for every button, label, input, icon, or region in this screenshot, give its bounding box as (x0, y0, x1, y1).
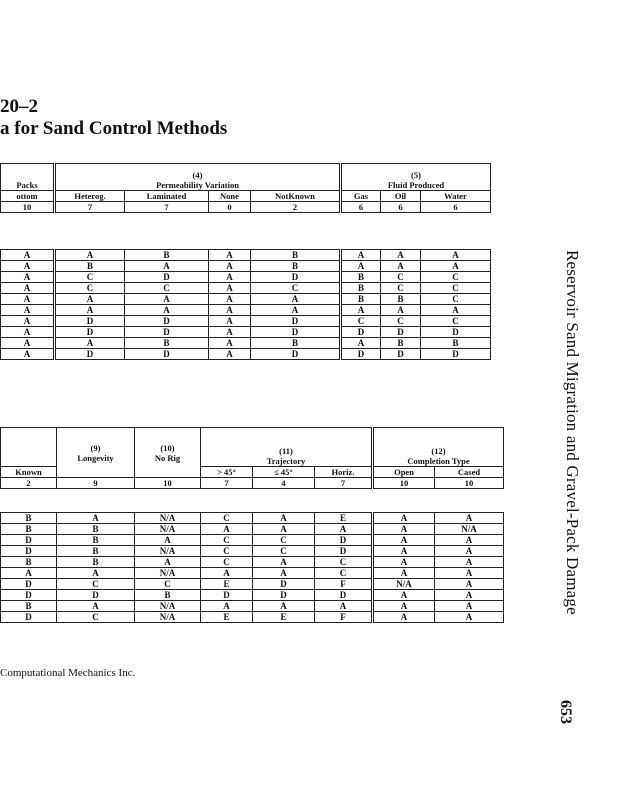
weight-cell: 2 (1, 478, 57, 489)
table-cell: B (125, 338, 209, 349)
table-cell: A (435, 579, 504, 590)
table-cell: E (315, 513, 373, 524)
top-table-body (0, 249, 491, 360)
table-cell: C (55, 283, 125, 294)
table-cell: A (201, 524, 253, 535)
table-cell: A (209, 316, 251, 327)
group-11-number: (11) (279, 446, 293, 456)
table-cell: B (341, 294, 381, 305)
table-cell: A (135, 535, 201, 546)
weight-cell: 6 (381, 202, 421, 213)
bottom-table-header (0, 427, 504, 489)
table-cell: A (315, 601, 373, 612)
table-cell: A (381, 250, 421, 261)
table-cell: D (57, 590, 135, 601)
footnote: Computational Mechanics Inc. (0, 667, 136, 679)
table-cell: A (253, 568, 315, 579)
table-cell: C (201, 535, 253, 546)
group-4-name: Permeability Variation (156, 180, 239, 190)
table-cell: A (135, 557, 201, 568)
table-row (1, 305, 491, 316)
table-cell: A (341, 250, 381, 261)
table-cell: A (209, 250, 251, 261)
group-4-number: (4) (192, 170, 203, 180)
table-cell: B (251, 250, 341, 261)
table-cell: B (381, 338, 421, 349)
table-number: 20–2 (0, 96, 38, 117)
table-row (1, 338, 491, 349)
table-cell: A (435, 568, 504, 579)
group-12-label (373, 428, 504, 467)
table-cell: N/A (135, 612, 201, 623)
table-cell: E (253, 612, 315, 623)
table-cell: A (125, 305, 209, 316)
table-cell: A (57, 601, 135, 612)
group-11-name: Trajectory (266, 456, 306, 466)
table-cell: A (209, 283, 251, 294)
table-cell: C (251, 283, 341, 294)
table-cell: A (57, 513, 135, 524)
table-cell: D (315, 590, 373, 601)
table-row (1, 546, 504, 557)
bottom-table-body (0, 512, 504, 623)
table-row (1, 513, 504, 524)
table-cell: A (209, 349, 251, 360)
col-header: NotKnown (251, 191, 341, 202)
table-cell: C (55, 272, 125, 283)
group-10-label (135, 428, 201, 478)
table-cell: E (201, 579, 253, 590)
table-cell: D (253, 590, 315, 601)
table-cell: D (253, 579, 315, 590)
table-cell: B (125, 250, 209, 261)
table-cell: A (125, 294, 209, 305)
table-cell: A (341, 261, 381, 272)
top-table-header (0, 163, 491, 213)
table-cell: C (421, 283, 491, 294)
table-cell: A (315, 524, 373, 535)
weight-cell: 10 (373, 478, 435, 489)
table-cell: A (373, 524, 435, 535)
table-cell: C (125, 283, 209, 294)
weight-cell: 0 (209, 202, 251, 213)
table-row (1, 601, 504, 612)
table-cell: C (421, 272, 491, 283)
table-cell: A (381, 261, 421, 272)
table-cell: N/A (435, 524, 504, 535)
table-cell: D (1, 612, 57, 623)
table-cell: A (209, 272, 251, 283)
table-row (1, 590, 504, 601)
col-header: Water (421, 191, 491, 202)
table-row (1, 261, 491, 272)
table-cell: A (1, 272, 55, 283)
weight-cell: 10 (435, 478, 504, 489)
table-row (1, 612, 504, 623)
table-cell: C (57, 579, 135, 590)
table-cell: A (421, 250, 491, 261)
weight-cell: 2 (251, 202, 341, 213)
table-cell: D (341, 349, 381, 360)
table-cell: C (421, 294, 491, 305)
table-row (1, 272, 491, 283)
table-cell: D (421, 327, 491, 338)
table-cell: A (253, 513, 315, 524)
weight-cell: 9 (57, 478, 135, 489)
table-cell: A (1, 294, 55, 305)
table-cell: A (435, 535, 504, 546)
table-cell: A (209, 305, 251, 316)
table-cell: D (251, 272, 341, 283)
table-cell: D (1, 579, 57, 590)
table-row (1, 557, 504, 568)
table-row (1, 535, 504, 546)
table-cell: A (435, 513, 504, 524)
table-cell: D (1, 535, 57, 546)
table-cell: B (55, 261, 125, 272)
group-9-number: (9) (90, 442, 101, 453)
weight-cell: 10 (135, 478, 201, 489)
table-cell: C (381, 272, 421, 283)
group-10-number: (10) (160, 442, 175, 453)
table-cell: D (251, 327, 341, 338)
table-cell: A (435, 557, 504, 568)
col-header-cased: Cased (435, 467, 504, 478)
group-5-label (341, 164, 491, 191)
table-cell: D (55, 316, 125, 327)
table-cell: B (341, 283, 381, 294)
table-cell: B (57, 546, 135, 557)
table-cell: A (1, 316, 55, 327)
group-9-label (57, 428, 135, 478)
table-cell: C (57, 612, 135, 623)
table-cell: F (315, 612, 373, 623)
table-cell: A (125, 261, 209, 272)
table-row (1, 250, 491, 261)
table-cell: A (209, 261, 251, 272)
table-cell: N/A (135, 513, 201, 524)
table-cell: C (381, 316, 421, 327)
table-cell: A (55, 338, 125, 349)
table-cell: F (315, 579, 373, 590)
table-row (1, 568, 504, 579)
table-cell: A (373, 612, 435, 623)
table-cell: D (381, 349, 421, 360)
table-cell: C (253, 535, 315, 546)
table-cell: A (201, 601, 253, 612)
group-3-label: Packs (1, 164, 55, 191)
group-12-name: Completion Type (407, 456, 470, 466)
table-cell: C (201, 546, 253, 557)
group-10-name: No Rig (154, 452, 181, 463)
table-cell: B (381, 294, 421, 305)
table-cell: C (421, 316, 491, 327)
table-cell: A (1, 349, 55, 360)
col-header: Oil (381, 191, 421, 202)
table-cell: D (55, 349, 125, 360)
table-cell: A (381, 305, 421, 316)
table-row (1, 349, 491, 360)
table-cell: A (209, 338, 251, 349)
table-cell: C (315, 557, 373, 568)
group-5-name: Fluid Produced (387, 180, 445, 190)
weight-cell: 7 (201, 478, 253, 489)
table-cell: C (315, 568, 373, 579)
table-cell: A (1, 261, 55, 272)
table-cell: B (1, 524, 57, 535)
table-cell: C (253, 546, 315, 557)
table-cell: A (341, 305, 381, 316)
table-cell: B (1, 513, 57, 524)
table-cell: D (251, 349, 341, 360)
col-header-le45: ≤ 45° (253, 467, 315, 478)
table-cell: N/A (135, 546, 201, 557)
table-cell: C (201, 513, 253, 524)
table-cell: A (341, 338, 381, 349)
table-cell: D (125, 349, 209, 360)
table-cell: A (435, 590, 504, 601)
table-cell: A (209, 327, 251, 338)
col-header: ottom (1, 191, 55, 202)
group-9-name: Longevity (77, 452, 114, 463)
table-cell: N/A (135, 601, 201, 612)
col-header-known: Known (1, 467, 57, 478)
table-cell: D (421, 349, 491, 360)
table-cell: A (373, 513, 435, 524)
group-8-blank (1, 428, 57, 467)
table-title: a for Sand Control Methods (0, 118, 228, 139)
table-cell: A (55, 250, 125, 261)
table-cell: B (135, 590, 201, 601)
table-cell: C (341, 316, 381, 327)
weight-cell: 4 (253, 478, 315, 489)
table-cell: D (381, 327, 421, 338)
table-cell: B (251, 338, 341, 349)
table-cell: A (1, 305, 55, 316)
table-cell: D (251, 316, 341, 327)
table-cell: C (135, 579, 201, 590)
table-cell: A (1, 283, 55, 294)
table-cell: D (201, 590, 253, 601)
weight-cell: 7 (55, 202, 125, 213)
table-cell: N/A (135, 568, 201, 579)
weight-cell: 6 (341, 202, 381, 213)
table-cell: C (381, 283, 421, 294)
table-cell: A (201, 568, 253, 579)
table-row (1, 579, 504, 590)
table-cell: B (57, 535, 135, 546)
table-cell: B (57, 557, 135, 568)
table-cell: B (341, 272, 381, 283)
weight-cell: 10 (1, 202, 55, 213)
running-head: Reservoir Sand Migration and Gravel-Pack Damage (563, 250, 582, 615)
table-cell: A (253, 524, 315, 535)
table-cell: D (125, 327, 209, 338)
table-cell: A (1, 338, 55, 349)
table-cell: D (125, 272, 209, 283)
table-cell: A (373, 568, 435, 579)
weight-cell: 6 (421, 202, 491, 213)
table-cell: D (315, 535, 373, 546)
col-header: None (209, 191, 251, 202)
table-cell: D (55, 327, 125, 338)
table-row (1, 327, 491, 338)
table-cell: A (373, 535, 435, 546)
group-4-label (55, 164, 341, 191)
table-cell: A (435, 546, 504, 557)
table-cell: A (55, 294, 125, 305)
table-cell: B (251, 261, 341, 272)
table-cell: D (1, 546, 57, 557)
table-row (1, 316, 491, 327)
col-header-gt45: > 45° (201, 467, 253, 478)
col-header: Laminated (125, 191, 209, 202)
table-row (1, 294, 491, 305)
table-cell: B (57, 524, 135, 535)
col-header: Gas (341, 191, 381, 202)
table-cell: E (201, 612, 253, 623)
table-cell: A (435, 612, 504, 623)
table-cell: A (435, 601, 504, 612)
table-cell: A (373, 601, 435, 612)
table-cell: A (1, 327, 55, 338)
table-cell: D (315, 546, 373, 557)
table-cell: A (373, 546, 435, 557)
group-5-number: (5) (411, 170, 421, 180)
table-row (1, 283, 491, 294)
table-cell: A (251, 294, 341, 305)
table-cell: A (1, 250, 55, 261)
table-cell: N/A (373, 579, 435, 590)
table-cell: B (421, 338, 491, 349)
table-row (1, 524, 504, 535)
table-cell: A (55, 305, 125, 316)
table-cell: A (253, 601, 315, 612)
table-cell: D (1, 590, 57, 601)
table-cell: A (57, 568, 135, 579)
weight-cell: 7 (125, 202, 209, 213)
table-cell: A (1, 568, 57, 579)
table-cell: C (201, 557, 253, 568)
table-cell: D (341, 327, 381, 338)
table-cell: A (253, 557, 315, 568)
table-cell: A (373, 557, 435, 568)
group-12-number: (12) (431, 446, 446, 456)
col-header-horiz: Horiz. (315, 467, 373, 478)
page-number: 653 (557, 700, 574, 724)
table-cell: A (421, 305, 491, 316)
table-cell: B (1, 601, 57, 612)
col-header-open: Open (373, 467, 435, 478)
table-cell: B (1, 557, 57, 568)
table-cell: A (421, 261, 491, 272)
table-cell: N/A (135, 524, 201, 535)
table-cell: A (373, 590, 435, 601)
table-cell: A (209, 294, 251, 305)
table-cell: D (125, 316, 209, 327)
col-header: Heterog. (55, 191, 125, 202)
weight-cell: 7 (315, 478, 373, 489)
table-cell: A (251, 305, 341, 316)
group-11-label (201, 428, 373, 467)
